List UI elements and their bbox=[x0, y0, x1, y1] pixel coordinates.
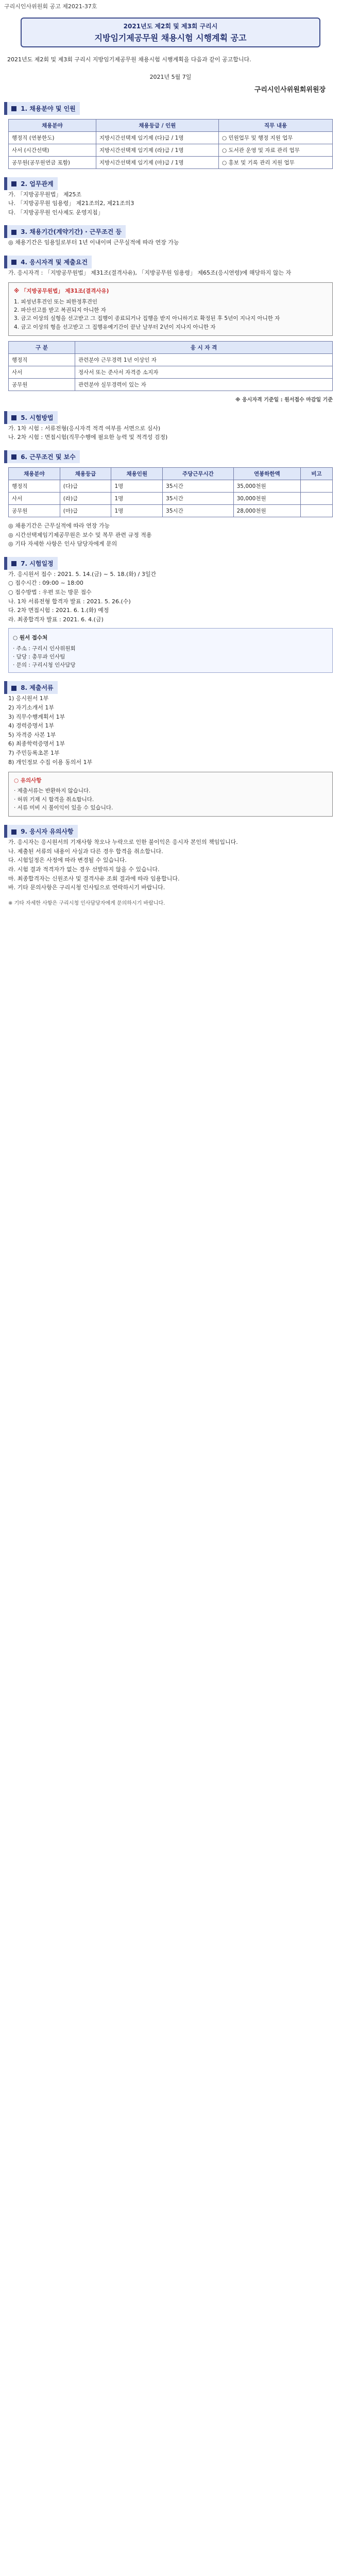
list-item: 1) 응시원서 1부 bbox=[8, 695, 49, 702]
table-cell: 공무원 bbox=[9, 378, 75, 391]
detail-title: ○ 원서 접수처 bbox=[13, 635, 48, 641]
table-cell: ○ 홍보 및 기록 관리 지원 업무 bbox=[218, 156, 332, 168]
table-row bbox=[9, 378, 333, 391]
list-item: ○ 접수방법 : 우편 또는 방문 접수 bbox=[8, 588, 92, 596]
eligibility-warning: ※ 응시자격 기준일 : 원서접수 마감일 기준 bbox=[235, 397, 333, 403]
square-icon bbox=[11, 106, 16, 111]
table-header-cell: 채용인원 bbox=[111, 467, 163, 480]
list-item: 2) 자기소개서 1부 bbox=[8, 704, 55, 711]
section-title-text: 4. 응시자격 및 제출요건 bbox=[21, 258, 88, 266]
table-cell: 30,000천원 bbox=[233, 492, 300, 504]
list-item: 가. 응시자격 : 「지방공무원법」 제31조(결격사유), 「지방공무원 임용령」 제65조(응시연령)에 해당하지 않는 자 bbox=[8, 269, 292, 276]
caution-list bbox=[0, 838, 341, 892]
note-line: · 서류 미비 시 불이익이 있을 수 있습니다. bbox=[14, 804, 113, 811]
square-icon bbox=[11, 230, 16, 235]
square-icon bbox=[11, 260, 16, 265]
eligibility-list bbox=[0, 268, 341, 278]
note-line: 1. 피성년후견인 또는 피한정후견인 bbox=[14, 298, 98, 305]
list-item: 나. 「지방공무원 임용령」 제21조의2, 제21조의3 bbox=[8, 200, 134, 207]
section-contract bbox=[0, 225, 341, 247]
schedule-list bbox=[0, 570, 341, 624]
section-title-text: 9. 응시자 유의사항 bbox=[21, 828, 74, 836]
table-header-row bbox=[9, 341, 333, 353]
contract-list bbox=[0, 238, 341, 247]
table-header-cell: 응 시 자 격 bbox=[75, 341, 333, 353]
list-item: 5) 자격증 사본 1부 bbox=[8, 731, 56, 738]
square-icon bbox=[11, 181, 16, 187]
list-item: 8) 개인정보 수집 이용 동의서 1부 bbox=[8, 758, 93, 766]
table-cell: 행정직 (연봉한도) bbox=[9, 131, 96, 144]
list-item: 가. 응시자는 응시원서의 기재사항 착오나 누락으로 인한 불이익은 응시자 본인의 책임입니다. bbox=[8, 839, 238, 846]
section-title-legal bbox=[4, 177, 58, 190]
intro-text: 2021년도 제2회 및 제3회 구리시 지방임기제공무원 채용시험 시행계획을 다음과 같이 공고합니다. bbox=[7, 56, 251, 63]
table-cell: 행정직 bbox=[9, 353, 75, 366]
table-cell: (라)급 bbox=[60, 492, 111, 504]
announcement-date: 2021년 5월 7일 bbox=[149, 73, 192, 80]
table-row bbox=[9, 353, 333, 366]
section-exam bbox=[0, 411, 341, 442]
table-cell: 정사서 또는 준사서 자격증 소지자 bbox=[75, 366, 333, 378]
section-schedule bbox=[0, 557, 341, 673]
section-title-schedule bbox=[4, 557, 58, 570]
list-item: 다. 시험일정은 사정에 따라 변경될 수 있습니다. bbox=[8, 857, 127, 864]
table-header-cell: 채용분야 bbox=[9, 119, 96, 131]
table-cell: 사서 (시간선택) bbox=[9, 144, 96, 156]
square-icon bbox=[11, 561, 16, 566]
table-cell: 지방시간선택제 임기제 (다)급 / 1명 bbox=[96, 131, 218, 144]
table-header-cell: 구 분 bbox=[9, 341, 75, 353]
detail-line: · 주소 : 구리시 인사위원회 bbox=[13, 645, 76, 652]
section-title-documents bbox=[4, 681, 58, 694]
list-item: 라. 최종합격자 발표 : 2021. 6. 4.(금) bbox=[8, 616, 104, 623]
table-header-cell: 직무 내용 bbox=[218, 119, 332, 131]
list-item: 라. 시험 결과 적격자가 없는 경우 선발하지 않을 수 있습니다. bbox=[8, 866, 160, 873]
section-title-text: 8. 제출서류 bbox=[21, 684, 54, 692]
table-cell: 지방시간선택제 임기제 (라)급 / 1명 bbox=[96, 144, 218, 156]
section-title-eligibility bbox=[4, 256, 92, 268]
page-tail-spacer bbox=[0, 923, 341, 2576]
legal-list bbox=[0, 190, 341, 217]
exam-list bbox=[0, 424, 341, 442]
section-title-exam bbox=[4, 411, 58, 424]
section-title-text: 6. 근무조건 및 보수 bbox=[21, 453, 76, 461]
qualification-table bbox=[8, 341, 333, 391]
table-row bbox=[9, 156, 333, 168]
list-item: ◎ 채용기간은 임용일로부터 1년 이내이며 근무실적에 따라 연장 가능 bbox=[8, 239, 179, 246]
table-header-cell: 주당근무시간 bbox=[163, 467, 233, 480]
table-row bbox=[9, 480, 333, 492]
footer-contact: ※ 기타 자세한 사항은 구리시청 인사담당자에게 문의하시기 바랍니다. bbox=[8, 900, 165, 906]
table-row bbox=[9, 131, 333, 144]
note-line: · 허위 기재 시 합격을 취소합니다. bbox=[14, 796, 94, 803]
issuer: 구리시인사위원회위원장 bbox=[254, 86, 326, 94]
detail-line: · 문의 : 구리시청 인사담당 bbox=[13, 662, 76, 669]
salary-notes bbox=[0, 521, 341, 549]
table-cell: 1명 bbox=[111, 492, 163, 504]
square-icon bbox=[11, 454, 16, 460]
section-title-text: 2. 업무관계 bbox=[21, 180, 54, 188]
table-row bbox=[9, 366, 333, 378]
disqualification-box bbox=[8, 282, 333, 335]
table-cell: 28,000천원 bbox=[233, 504, 300, 517]
table-cell: 행정직 bbox=[9, 480, 60, 492]
table-cell: 지방시간선택제 임기제 (마)급 / 1명 bbox=[96, 156, 218, 168]
title-line-2: 지방임기제공무원 채용시험 시행계획 공고 bbox=[94, 33, 247, 43]
table-header-row bbox=[9, 119, 333, 131]
list-item: 3) 직무수행계획서 1부 bbox=[8, 713, 65, 720]
section-title-text: 7. 시험일정 bbox=[21, 560, 54, 567]
table-cell: 35시간 bbox=[163, 504, 233, 517]
table-header-cell: 채용등급 / 인원 bbox=[96, 119, 218, 131]
table-header-cell: 채용등급 bbox=[60, 467, 111, 480]
table-cell bbox=[300, 492, 332, 504]
table-cell: 1명 bbox=[111, 504, 163, 517]
list-item: 나. 1차 서류전형 합격자 발표 : 2021. 5. 26.(수) bbox=[8, 598, 131, 605]
note-line: 2. 파산선고를 받고 복권되지 아니한 자 bbox=[14, 307, 106, 313]
table-row bbox=[9, 144, 333, 156]
section-legal bbox=[0, 177, 341, 217]
note-line: · 제출서류는 반환하지 않습니다. bbox=[14, 788, 91, 794]
list-item: 나. 2차 시험 : 면접시험(직무수행에 필요한 능력 및 적격성 검정) bbox=[8, 434, 168, 441]
table-cell: (마)급 bbox=[60, 504, 111, 517]
table-cell: ○ 도서관 운영 및 자료 관리 업무 bbox=[218, 144, 332, 156]
list-item: 가. 응시원서 접수 : 2021. 5. 14.(금) ~ 5. 18.(화) / 3일간 bbox=[8, 570, 157, 578]
list-item: ◎ 시간선택제임기제공무원은 보수 및 복무 관련 규정 적용 bbox=[8, 531, 152, 538]
list-item: 6) 최종학력증명서 1부 bbox=[8, 740, 65, 748]
section-documents bbox=[0, 681, 341, 817]
table-header-row bbox=[9, 467, 333, 480]
note-line: 4. 금고 이상의 형을 선고받고 그 집행유예기간이 끝난 날부터 2년이 지나지 아니한 자 bbox=[14, 324, 216, 330]
table-header-cell: 연봉하한액 bbox=[233, 467, 300, 480]
table-cell: 35시간 bbox=[163, 492, 233, 504]
square-icon bbox=[11, 415, 16, 420]
salary-table bbox=[8, 467, 333, 517]
schedule-detail-box bbox=[8, 628, 333, 673]
table-row bbox=[9, 492, 333, 504]
list-item: ◎ 채용기간은 근무실적에 따라 연장 가능 bbox=[8, 522, 110, 529]
document-caution-box bbox=[8, 772, 333, 817]
section-title-recruit bbox=[4, 102, 80, 115]
list-item: 다. 「지방공무원 인사제도 운영지침」 bbox=[8, 209, 104, 216]
title-box bbox=[21, 18, 320, 47]
note-line: 3. 금고 이상의 실형을 선고받고 그 집행이 종료되거나 집행을 받지 아니하기로 확정된 후 5년이 지나지 아니한 자 bbox=[14, 315, 280, 322]
title-line-1: 2021년도 제2회 및 제3회 구리시 bbox=[123, 23, 218, 30]
square-icon bbox=[11, 829, 16, 835]
list-item: 가. 1차 시험 : 서류전형(응시자격 적격 여부를 서면으로 심사) bbox=[8, 425, 161, 432]
section-title-contract bbox=[4, 225, 126, 238]
recruit-table bbox=[8, 119, 333, 169]
list-item: 7) 주민등록초본 1부 bbox=[8, 749, 60, 756]
list-item: 4) 경력증명서 1부 bbox=[8, 722, 55, 730]
section-cautions bbox=[0, 825, 341, 908]
list-item: 마. 최종합격자는 신원조사 및 결격사유 조회 결과에 따라 임용합니다. bbox=[8, 875, 180, 882]
section-title-cautions bbox=[4, 825, 78, 838]
table-cell bbox=[300, 480, 332, 492]
list-item: 바. 기타 문의사항은 구리시청 인사팀으로 연락하시기 바랍니다. bbox=[8, 884, 165, 891]
table-cell: 35시간 bbox=[163, 480, 233, 492]
section-title-text: 3. 채용기간(계약기간) · 근무조건 등 bbox=[21, 228, 122, 236]
table-cell: 35,000천원 bbox=[233, 480, 300, 492]
table-cell: 공무원(공무원연금 포함) bbox=[9, 156, 96, 168]
table-header-cell: 채용분야 bbox=[9, 467, 60, 480]
table-cell: 공무원 bbox=[9, 504, 60, 517]
table-cell: ○ 민원업무 및 행정 지원 업무 bbox=[218, 131, 332, 144]
note-title: ※ 「지방공무원법」 제31조(결격사유) bbox=[14, 288, 109, 295]
table-cell: 1명 bbox=[111, 480, 163, 492]
table-cell: 관련분야 근무경력 1년 이상인 자 bbox=[75, 353, 333, 366]
section-title-text: 5. 시험방법 bbox=[21, 414, 54, 421]
list-item: 다. 2차 면접시험 : 2021. 6. 1.(화) 예정 bbox=[8, 607, 109, 614]
note-title: ○ 유의사항 bbox=[14, 777, 42, 784]
table-cell: 관련분야 실무경력이 있는 자 bbox=[75, 378, 333, 391]
table-header-cell: 비고 bbox=[300, 467, 332, 480]
table-cell: (다)급 bbox=[60, 480, 111, 492]
detail-line: · 담당 : 총무과 인사팀 bbox=[13, 653, 65, 660]
top-note: 구리시인사위원회 공고 제2021-37호 bbox=[4, 3, 97, 10]
list-item: ◎ 기타 자세한 사항은 인사 담당자에게 문의 bbox=[8, 540, 117, 548]
list-item: 가. 「지방공무원법」 제25조 bbox=[8, 191, 82, 198]
table-row bbox=[9, 504, 333, 517]
table-cell bbox=[300, 504, 332, 517]
section-salary bbox=[0, 450, 341, 549]
table-cell: 사서 bbox=[9, 492, 60, 504]
section-title-salary bbox=[4, 450, 80, 463]
square-icon bbox=[11, 686, 16, 691]
section-title-text: 1. 채용분야 및 인원 bbox=[21, 105, 76, 112]
table-cell: 사서 bbox=[9, 366, 75, 378]
section-eligibility bbox=[0, 256, 341, 403]
list-item: 나. 제출된 서류의 내용이 사실과 다른 경우 합격을 취소합니다. bbox=[8, 848, 163, 855]
list-item: ○ 접수시간 : 09:00 ~ 18:00 bbox=[8, 580, 83, 587]
section-recruit bbox=[0, 102, 341, 169]
document-list bbox=[0, 694, 341, 767]
